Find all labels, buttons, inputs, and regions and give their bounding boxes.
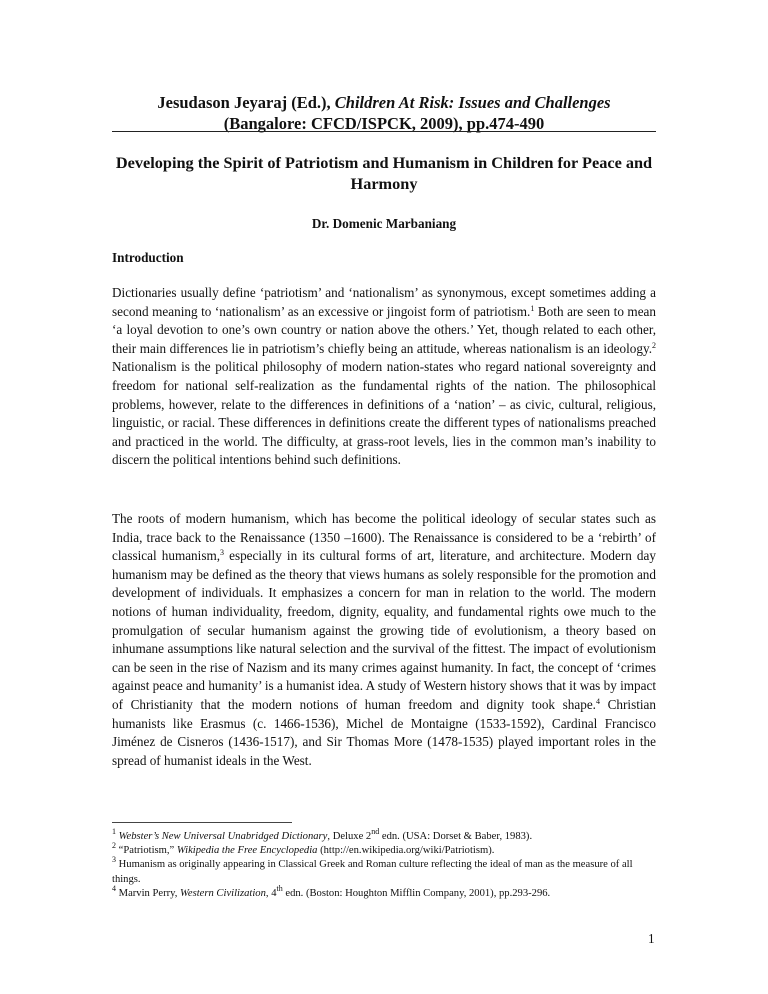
page-number: 1 xyxy=(648,931,655,946)
footnote-superscript: nd xyxy=(371,827,380,836)
footnote-source-title: Wikipedia the Free Encyclopedia xyxy=(176,845,318,857)
footnote-text: “Patriotism,” xyxy=(118,845,177,857)
footnote-number: 1 xyxy=(112,827,116,836)
footnote-ref[interactable]: 1 xyxy=(530,303,535,313)
footnote-ref[interactable]: 3 xyxy=(220,548,224,558)
footnote-ref[interactable]: 2 xyxy=(652,340,656,350)
citation-divider xyxy=(112,131,656,132)
paragraph-text: especially in its cultural forms of art, literature, and architecture. Modern day humanism may be defined as the theory that views humans as solely responsible for the promotion and development of individuals. It emphasizes a concern for man in relation to the world. The modern notions of human individuality, freedom, dignity, equality, and fundamental rights owe much to the promulgation of secular humanism against the growing tide of evolutionism, a theory based on inhumane assumptions like natural selection and the survival of the fittest. The impact of evolutionism can be seen in the rise of Nazism and its many crimes against humanity. In fact, the concept of ‘crimes against peace and humanity’ is a humanist idea. A study of Western history shows that it was by impact of Christianity that the modern notions of human freedom and dignity took shape. xyxy=(112,548,656,712)
paragraph-text: Dictionaries usually define ‘patriotism’ and ‘nationalism’ as synonymous, except sometimes adding a second meaning to ‘nationalism’ as an excessive or jingoist form of patriotism. xyxy=(112,285,656,319)
footnote-text: , 4 xyxy=(265,887,277,899)
article-title: Developing the Spirit of Patriotism and Humanism in Children for Peace and Harmony xyxy=(115,153,653,193)
paragraph-text: Christian humanists like Erasmus (c. 1466-1536), Michel de Montaigne (1533-1592), Cardinal Francisco Jiménez de Cisneros (1436-1517), and Sir Thomas More (1478-1535) played important roles in the spread of humanist ideals in the West. xyxy=(112,696,656,768)
footnote-number: 3 xyxy=(112,855,116,865)
footnote xyxy=(112,883,656,901)
book-citation xyxy=(112,92,656,134)
footnote-source-title: Western Civilization xyxy=(180,887,266,899)
paragraph-text: The roots of modern humanism, which has become the political ideology of secular states such as India, trace back to the Renaissance (1350 –1600). The Renaissance is considered to be a ‘rebirth’ of classical humanism, xyxy=(112,511,656,564)
body-paragraph xyxy=(112,284,656,470)
citation-book-title: Children At Risk: Issues and Challenges xyxy=(334,93,611,112)
footnote-separator xyxy=(112,822,292,823)
footnote-number: 2 xyxy=(112,841,116,851)
footnote-ref[interactable]: 4 xyxy=(595,696,600,706)
footnote-text: edn. (Boston: Houghton Mifflin Company, 2001), pp.293-296. xyxy=(282,887,551,899)
footnotes xyxy=(112,827,656,901)
footnote-text: Humanism as originally appearing in Classical Greek and Roman culture reflecting the ideal of man as the measure of all things. xyxy=(112,859,633,885)
footnote-superscript: th xyxy=(276,883,283,893)
footnote xyxy=(112,827,656,844)
footnote-text: , Deluxe 2 xyxy=(327,831,372,842)
footnote-text: edn. (USA: Dorset & Baber, 1983). xyxy=(379,831,533,842)
footnote-source-title: Webster’s New Universal Unabridged Dictionary xyxy=(118,831,328,842)
footnote xyxy=(112,855,656,886)
paragraph-text: Both are seen to mean ‘a loyal devotion to one’s own country or nation above the others.’ Yet, though related to each other, their main differences lie in patriotism’s chiefly being an attitude, whereas nationalism is an ideology. xyxy=(112,303,656,356)
paragraph-text: Nationalism is the political philosophy of modern nation-states who regard national sovereignty and freedom for national self-realization as the fundamental rights of the nation. The philosophical problems, however, relate to the differences in definitions of a ‘nation’ – as civic, cultural, religious, linguistic, or racial. These differences in definitions create the different types of nationalisms preached and practiced in the world. The difficulty, at grass-root levels, lies in the common man’s inability to discern the political intentions behind such definitions. xyxy=(112,359,656,468)
section-heading: Introduction xyxy=(112,250,184,265)
footnote xyxy=(112,841,656,858)
body-paragraph xyxy=(112,510,656,770)
footnote-text: Marvin Perry, xyxy=(116,887,181,899)
citation-editor: Jesudason Jeyaraj (Ed.), xyxy=(157,93,335,112)
footnote-number: 4 xyxy=(112,883,116,893)
article-author: Dr. Domenic Marbaniang xyxy=(311,216,457,231)
citation-publication: (Bangalore: CFCD/ISPCK, 2009), pp.474-490 xyxy=(223,114,545,133)
footnote-text[interactable]: (http://en.wikipedia.org/wiki/Patriotism). xyxy=(317,845,495,857)
